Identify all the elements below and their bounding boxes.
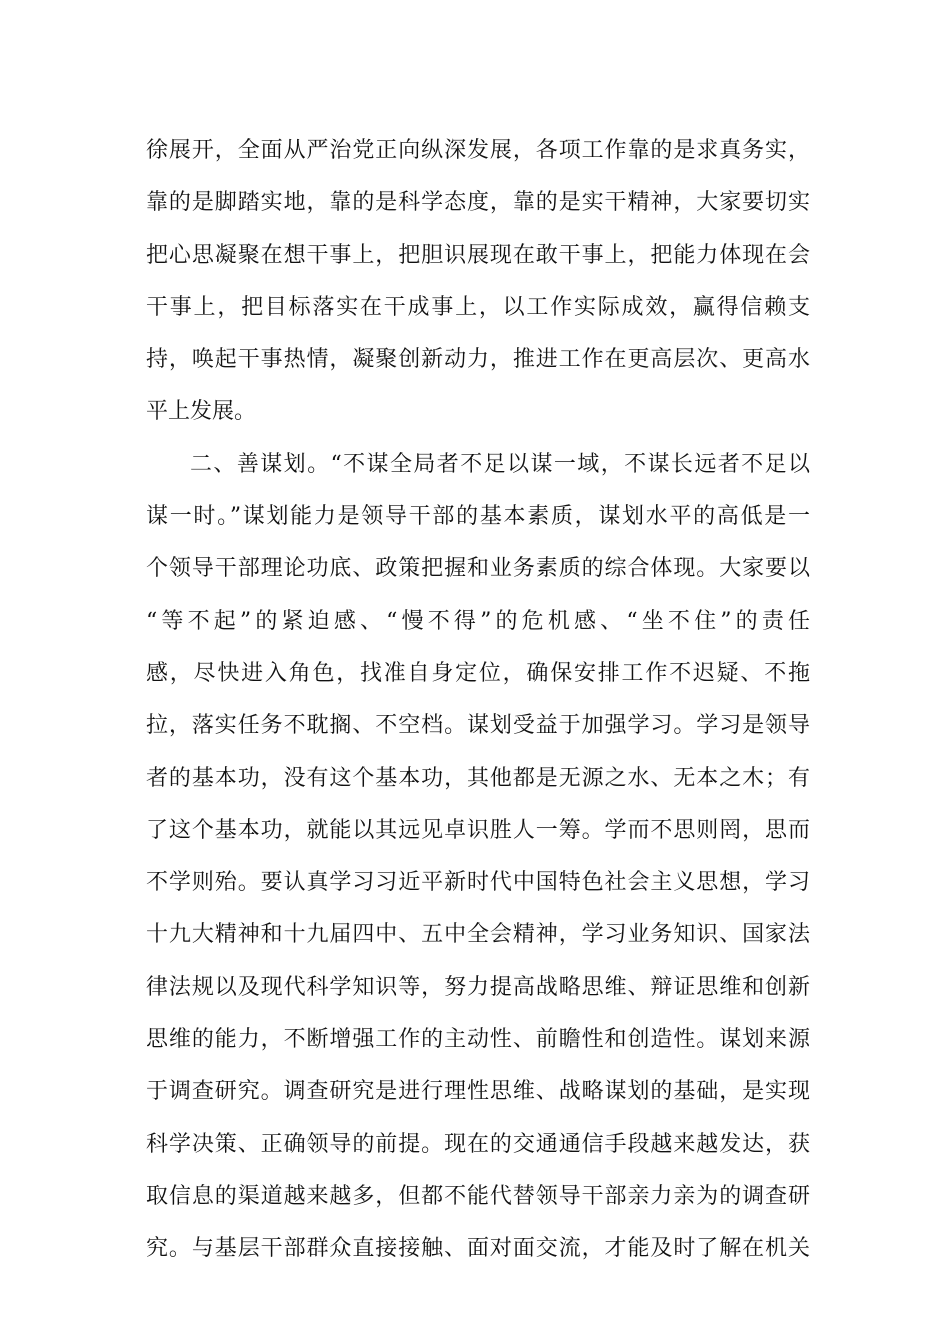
text-line: 平上发展。	[146, 399, 257, 425]
text-line: 靠的是脚踏实地，靠的是科学态度，靠的是实干精神，大家要切实	[146, 190, 810, 216]
text-line: 思维的能力，不断增强工作的主动性、前瞻性和创造性。谋划来源	[146, 1027, 810, 1053]
text-line: 取信息的渠道越来越多，但都不能代替领导干部亲力亲为的调查研	[146, 1183, 810, 1209]
text-line: 究。与基层干部群众直接接触、面对面交流，才能及时了解在机关	[146, 1236, 810, 1262]
text-line: 拉，落实任务不耽搁、不空档。谋划受益于加强学习。学习是领导	[146, 713, 810, 739]
text-line: 个领导干部理论功底、政策把握和业务素质的综合体现。大家要以	[146, 556, 810, 582]
text-line: 谋一时。”谋划能力是领导干部的基本素质，谋划水平的高低是一	[146, 504, 810, 530]
body-text	[146, 125, 810, 1276]
text-line: 者的基本功，没有这个基本功，其他都是无源之水、无本之木；有	[146, 765, 810, 791]
text-line: 科学决策、正确领导的前提。现在的交通通信手段越来越发达，获	[146, 1131, 810, 1157]
text-line: 感，尽快进入角色，找准自身定位，确保安排工作不迟疑、不拖	[146, 660, 810, 686]
text-line: 了这个基本功，就能以其远见卓识胜人一筹。学而不思则罔，思而	[146, 817, 810, 843]
text-line: 不学则殆。要认真学习习近平新时代中国特色社会主义思想，学习	[146, 870, 810, 896]
text-line: 徐展开，全面从严治党正向纵深发展，各项工作靠的是求真务实，	[146, 138, 810, 163]
text-line: 于调查研究。调查研究是进行理性思维、战略谋划的基础，是实现	[146, 1079, 810, 1105]
text-line: 持，唤起干事热情，凝聚创新动力，推进工作在更高层次、更高水	[146, 347, 810, 373]
text-line: 十九大精神和十九届四中、五中全会精神，学习业务知识、国家法	[146, 922, 810, 948]
text-line: 律法规以及现代科学知识等，努力提高战略思维、辩证思维和创新	[146, 974, 810, 1000]
text-line: 二、善谋划。“不谋全局者不足以谋一域，不谋长远者不足以	[190, 451, 810, 477]
text-line: “等不起”的紧迫感、“慢不得”的危机感、“坐不住”的责任	[146, 608, 810, 634]
text-line: 把心思凝聚在想干事上，把胆识展现在敢干事上，把能力体现在会	[146, 242, 810, 268]
text-line: 干事上，把目标落实在干成事上，以工作实际成效，赢得信赖支	[146, 294, 810, 320]
